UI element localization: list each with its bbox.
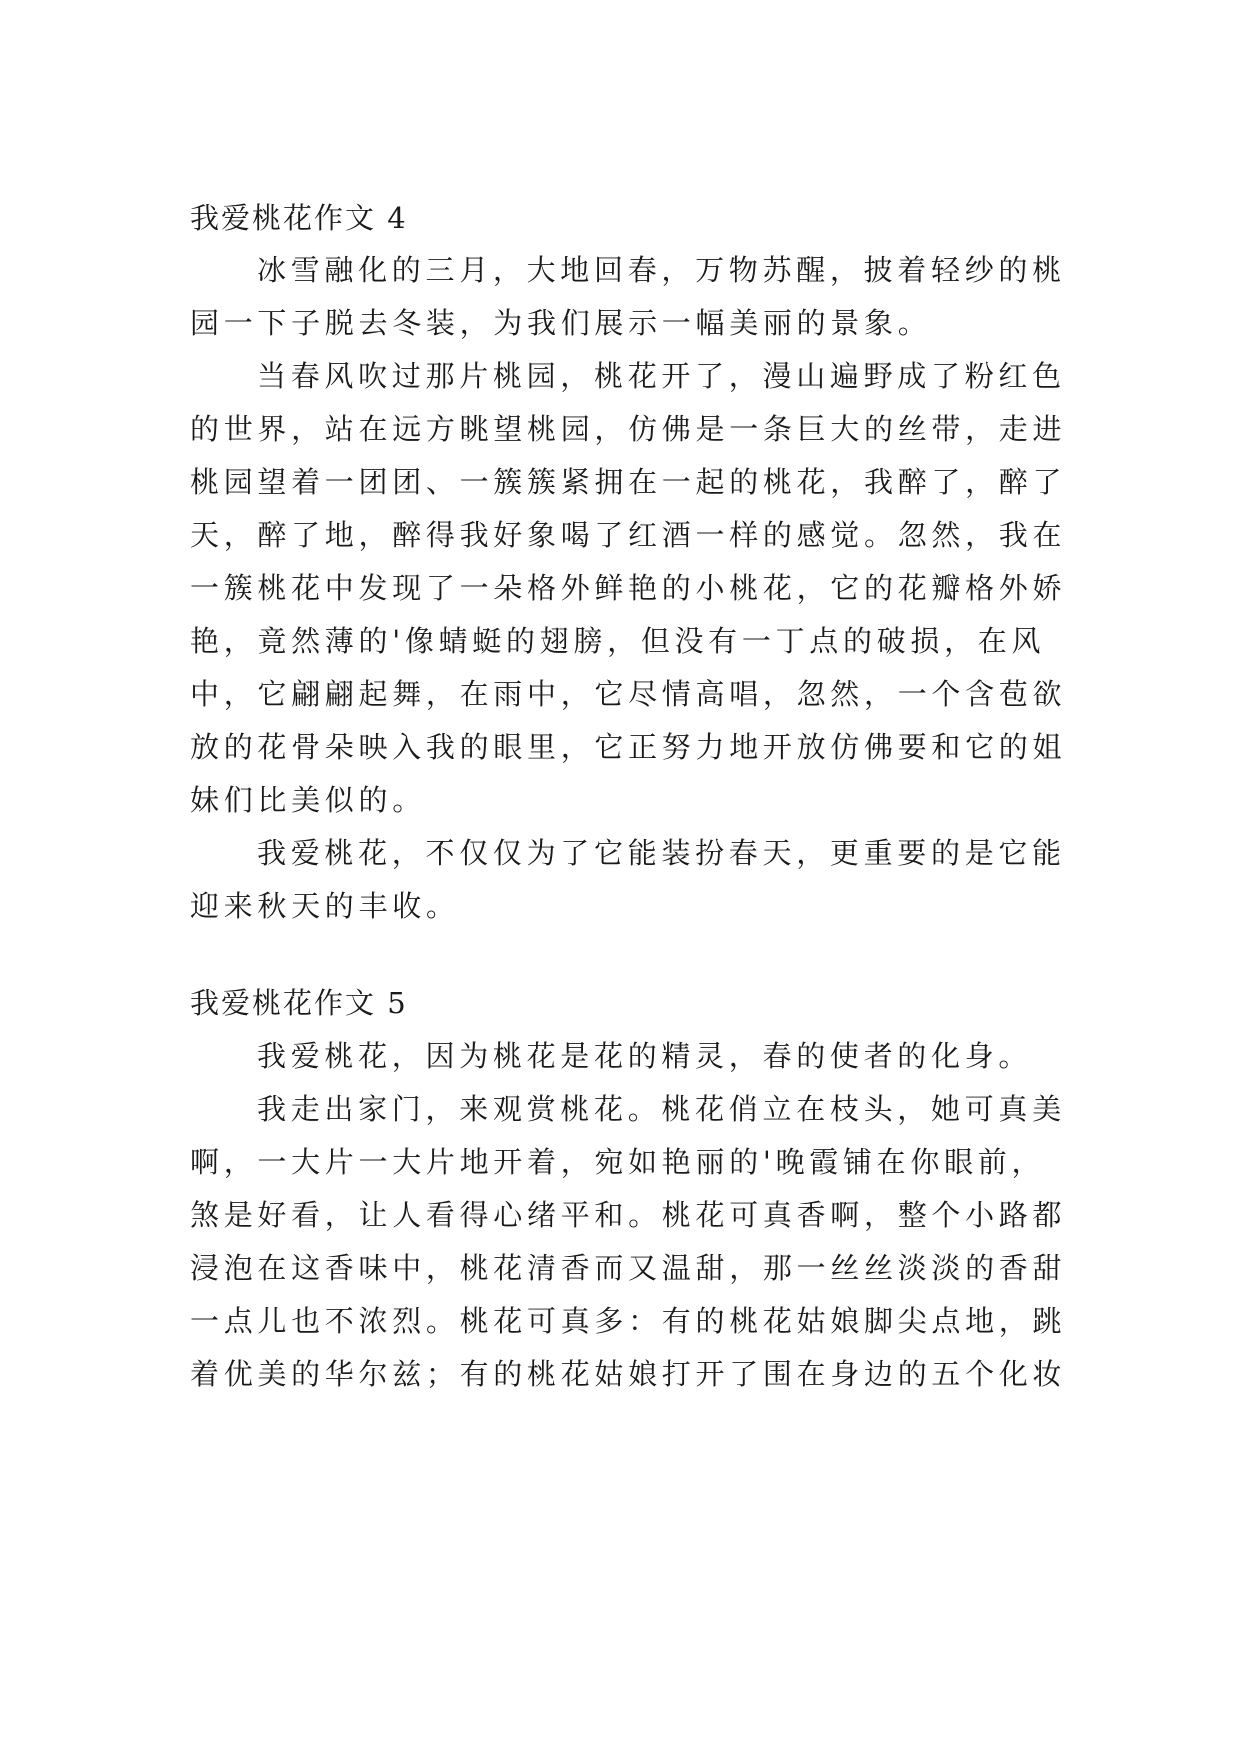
paragraph-line: 我走出家门，来观赏桃花。桃花俏立在枝头，她可真美	[257, 1092, 1066, 1126]
paragraph-line: 着优美的华尔兹；有的桃花姑娘打开了围在身边的五个化妆	[190, 1357, 1067, 1391]
paragraph-line: 妹们比美似的。	[190, 783, 426, 817]
paragraph-line: 我爱桃花，因为桃花是花的精灵，春的使者的化身。	[257, 1039, 1033, 1073]
paragraph-line: 放的花骨朵映入我的眼里，它正努力地开放仿佛要和它的姐	[190, 730, 1067, 764]
paragraph-line: 迎来秋天的丰收。	[190, 889, 460, 923]
paragraph-line: 艳，竟然薄的'像蜻蜓的翅膀，但没有一丁点的破损，在风	[190, 624, 1046, 658]
paragraph-line: 一簇桃花中发现了一朵格外鲜艳的小桃花，它的花瓣格外娇	[190, 571, 1067, 605]
paragraph-line: 桃园望着一团团、一簇簇紧拥在一起的桃花，我醉了，醉了	[190, 465, 1067, 499]
section-heading: 我爱桃花作文 5	[190, 986, 408, 1020]
paragraph-line: 当春风吹过那片桃园，桃花开了，漫山遍野成了粉红色	[257, 359, 1066, 393]
paragraph-line: 冰雪融化的三月，大地回春，万物苏醒，披着轻纱的桃	[257, 253, 1066, 287]
paragraph-line: 天，醉了地，醉得我好象喝了红酒一样的感觉。忽然，我在	[190, 518, 1067, 552]
paragraph-line: 一点儿也不浓烈。桃花可真多：有的桃花姑娘脚尖点地，跳	[190, 1304, 1067, 1338]
paragraph-line: 园一下子脱去冬装，为我们展示一幅美丽的景象。	[190, 306, 932, 340]
paragraph-line: 的世界，站在远方眺望桃园，仿佛是一条巨大的丝带，走进	[190, 412, 1067, 446]
paragraph-line: 啊，一大片一大片地开着，宛如艳丽的'晚霞铺在你眼前，	[190, 1145, 1046, 1179]
paragraph-line: 中，它翩翩起舞，在雨中，它尽情高唱，忽然，一个含苞欲	[190, 677, 1067, 711]
paragraph-line: 煞是好看，让人看得心绪平和。桃花可真香啊，整个小路都	[190, 1198, 1067, 1232]
paragraph-line: 浸泡在这香味中，桃花清香而又温甜，那一丝丝淡淡的香甜	[190, 1251, 1067, 1285]
section-heading: 我爱桃花作文 4	[190, 201, 408, 235]
paragraph-line: 我爱桃花，不仅仅为了它能装扮春天，更重要的是它能	[257, 836, 1066, 870]
